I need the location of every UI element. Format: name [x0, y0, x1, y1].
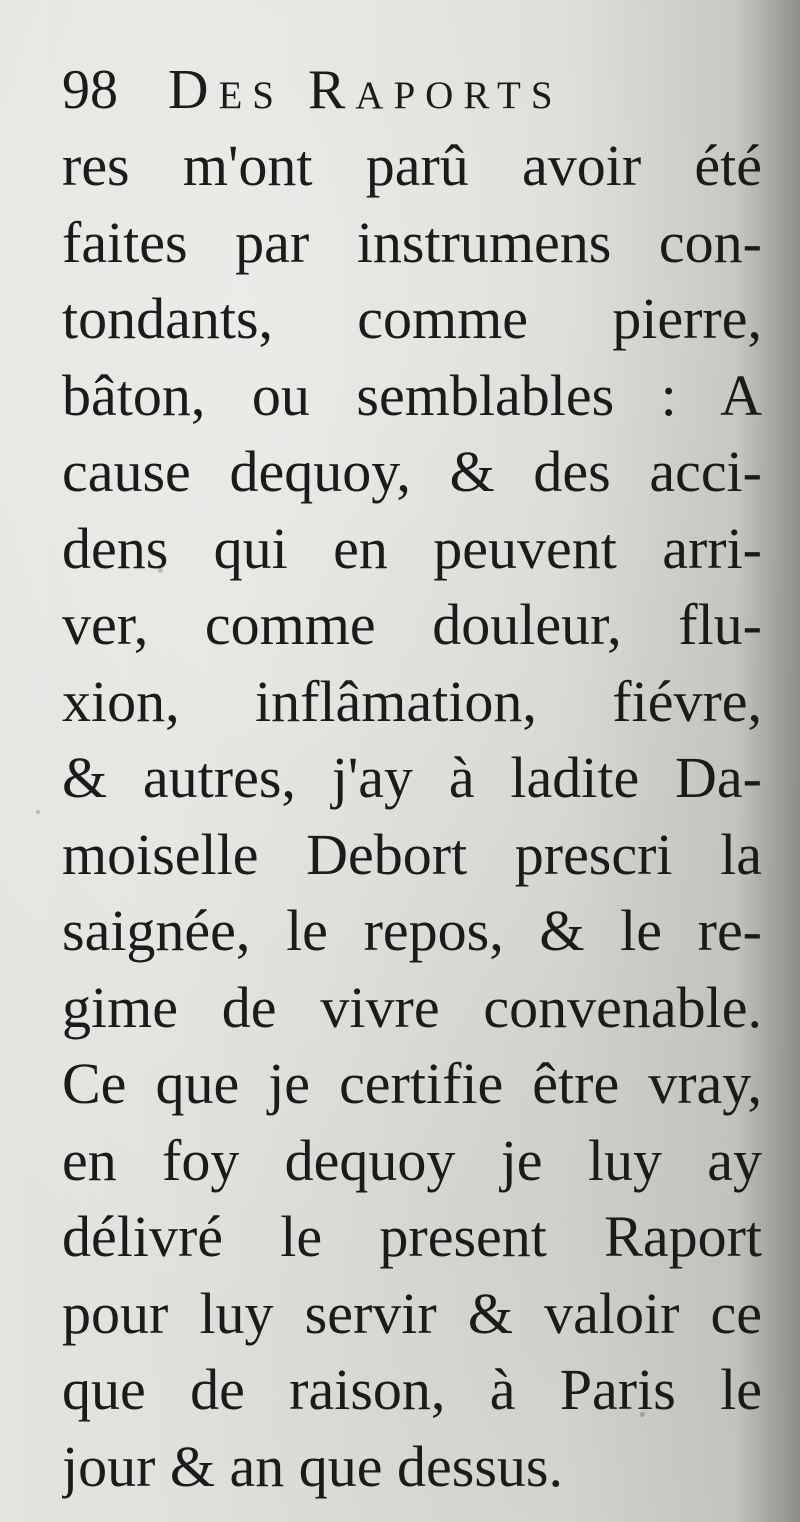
text-line: ver, comme douleur, flu-: [62, 592, 762, 657]
text-line: cause dequoy, & des acci-: [62, 439, 762, 504]
text-line: délivré le present Raport: [62, 1204, 762, 1269]
text-line: tondants, comme pierre,: [62, 286, 762, 351]
text-line: moiselle Debort prescri la: [62, 821, 762, 887]
text-line: Ce que je certifie être vray,: [62, 1051, 762, 1116]
body-text: [62, 128, 762, 1505]
text-line: saignée, le repos, & le re-: [62, 898, 762, 963]
text-line: en foy dequoy je luy ay: [62, 1127, 762, 1193]
page-header: [62, 58, 563, 128]
running-title: Des Raports: [168, 59, 563, 121]
text-line: jour & an que dessus.: [62, 1433, 563, 1499]
text-line: res m'ont parû avoir été: [62, 133, 762, 198]
text-line: faites par instrumens con-: [62, 209, 762, 275]
text-line: dens qui en peuvent arri-: [62, 515, 762, 581]
text-line: & autres, j'ay à ladite Da-: [62, 745, 762, 810]
text-line: gime de vivre convenable.: [62, 974, 762, 1040]
text-line: xion, inflâmation, fiévre,: [62, 668, 762, 734]
text-line: bâton, ou semblables : A: [62, 362, 762, 428]
ink-speck: [36, 810, 40, 814]
text-line: que de raison, à Paris le: [62, 1357, 762, 1422]
text-line: pour luy servir & valoir ce: [62, 1280, 762, 1346]
page-number: 98: [62, 59, 118, 121]
